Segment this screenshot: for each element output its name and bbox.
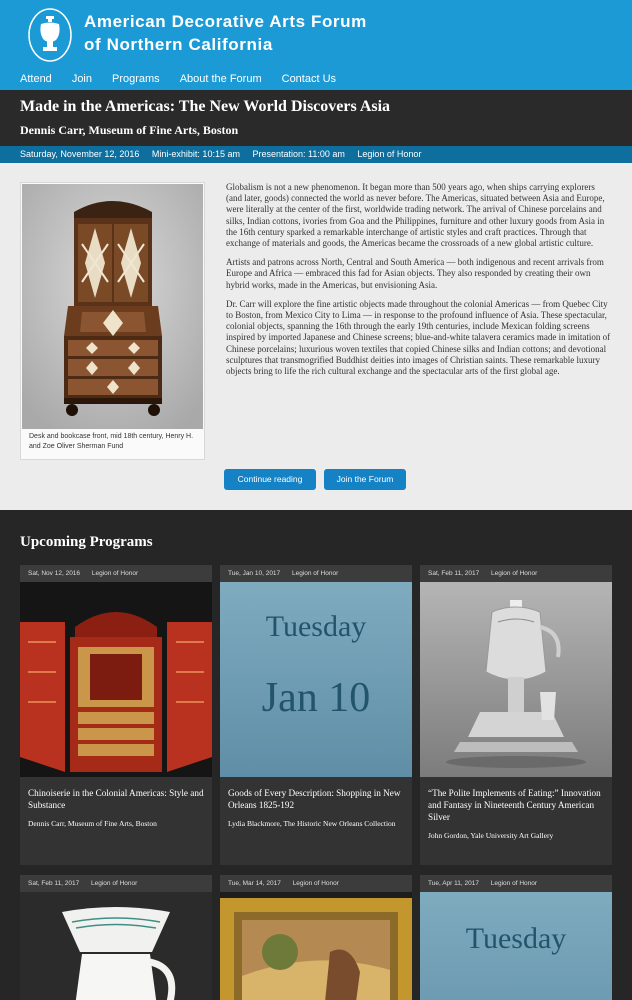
card-venue: Legion of Honor (292, 880, 339, 887)
card-header (20, 875, 212, 892)
card-header (420, 875, 612, 892)
card-speaker: Dennis Carr, Museum of Fine Arts, Boston (28, 819, 157, 828)
site-title-line1: American Decorative Arts Forum (84, 12, 367, 31)
card-venue: Legion of Honor (490, 880, 538, 887)
site-header (0, 0, 632, 90)
continue-reading-button[interactable]: Continue reading (224, 469, 316, 490)
program-card[interactable] (20, 875, 212, 1000)
desk-bookcase-image (22, 184, 203, 429)
program-card[interactable] (20, 565, 212, 865)
card-date: Sat, Feb 11, 2017 (428, 570, 480, 577)
card-header (220, 875, 412, 892)
site-title-line2: of Northern California (84, 35, 273, 54)
silver-urn-image (420, 582, 612, 777)
framed-painting-image (220, 892, 412, 1000)
card-venue: Legion of Honor (291, 570, 339, 577)
card-title[interactable]: Goods of Every Description: Shopping in New Orleans 1825-192 (228, 788, 401, 810)
article-paragraph: Globalism is not a new phenomenon. It began more than 500 years ago, when ships carrying explorers (and later, goods) connected the world as never before. The Americas, situated between Asia and Europe, were literally at the center of the first, worldwide trading network. The arrival of Chinese porcelains and silks, Indian cottons, ivories from Goa and the Philippines, furniture and other luxury goods from Asia in the 16th century sparked a remarkable interchange of artistic styles and craft practices. Through that exchange of materials and goods, the Americas became the crossroads of a new global artistic culture. (226, 182, 605, 249)
event-presentation: Presentation: 11:00 am (252, 149, 345, 159)
date-tile (220, 582, 412, 777)
tile-weekday: Tuesday (465, 922, 567, 955)
nav-about[interactable]: About the Forum (179, 73, 262, 85)
card-header (220, 565, 412, 582)
program-card[interactable] (420, 565, 612, 865)
card-venue: Legion of Honor (91, 880, 138, 887)
ceramic-pitcher-image (20, 892, 212, 1000)
card-title[interactable]: “The Polite Implements of Eating:” Innovation and Fantasy in Nineteenth Century American Silver (428, 788, 601, 822)
card-header (420, 565, 612, 582)
join-forum-button[interactable]: Join the Forum (324, 469, 406, 490)
card-venue: Legion of Honor (491, 570, 538, 577)
card-title[interactable]: Chinoiserie in the Colonial Americas: Style and Substance (28, 788, 204, 810)
article-paragraph: Artists and patrons across North, Central and South America — both indigenous and recent arrivals from Europe and Africa — embraced this fad for Asian objects. They also responded by creating their own hybrid works, made in the Americas, but envisioning Asia. (226, 257, 604, 290)
card-venue: Legion of Honor (91, 570, 139, 577)
urn-logo-icon[interactable] (28, 8, 72, 62)
tile-date: Jan 10 (261, 675, 371, 721)
event-meta-bar (0, 146, 632, 163)
date-tile (420, 892, 612, 1000)
event-mini-exhibit: Mini-exhibit: 10:15 am (151, 149, 240, 159)
program-card[interactable] (220, 565, 412, 865)
nav-attend[interactable]: Attend (20, 73, 52, 85)
card-speaker: John Gordon, Yale University Art Gallery (428, 831, 554, 840)
event-date: Saturday, November 12, 2016 (20, 149, 140, 159)
article-paragraph: Dr. Carr will explore the fine artistic objects made throughout the colonial Americas — from Quebec City to Boston, from Mexico City to Lima — in response to the profound influence of Asia. These spectacular, colonial objects, spanning the 16th through the early 19th centuries, include Mexican folding screens inspired by imported Japanese and Chinese screens; blue-and-white talavera ceramics made in imitation of Chinese porcelains; luxurious woven textiles that copied Chinese silks and Indian cottons; and devotional sculptures that transmogrified Buddhist deities into images of Christian saints. These remarkable luxury objects bring to life the rich cultural exchange and the spectacular arts of the first global age. (226, 298, 611, 377)
figure-caption: Desk and bookcase front, mid 18th century, Henry H. and Zoe Oliver Sherman Fund (29, 433, 194, 450)
tile-weekday: Tuesday (265, 610, 367, 643)
chinoiserie-cabinet-image (20, 582, 212, 777)
site-title[interactable] (84, 10, 367, 56)
main-nav (20, 73, 356, 85)
upcoming-programs (0, 510, 632, 1000)
card-date: Tue, Mar 14, 2017 (228, 880, 281, 887)
nav-programs[interactable]: Programs (112, 73, 160, 85)
feature-figure (20, 182, 205, 460)
event-venue: Legion of Honor (357, 149, 422, 159)
card-date: Sat, Nov 12, 2016 (28, 570, 81, 577)
event-header (0, 90, 632, 146)
card-date: Tue, Apr 11, 2017 (428, 880, 479, 887)
card-header (20, 565, 212, 582)
card-date: Tue, Jan 10, 2017 (228, 570, 281, 577)
nav-join[interactable]: Join (71, 73, 92, 85)
article-body (226, 182, 613, 385)
program-card[interactable] (220, 875, 412, 1000)
nav-contact[interactable]: Contact Us (281, 73, 337, 85)
event-speaker: Dennis Carr, Museum of Fine Arts, Boston (20, 123, 239, 137)
card-speaker: Lydia Blackmore, The Historic New Orleans Collection (228, 819, 396, 828)
event-title: Made in the Americas: The New World Discovers Asia (20, 98, 391, 115)
upcoming-heading: Upcoming Programs (20, 534, 153, 550)
card-date: Sat, Feb 11, 2017 (28, 880, 80, 887)
event-article (0, 163, 632, 510)
program-card[interactable] (420, 875, 612, 1000)
